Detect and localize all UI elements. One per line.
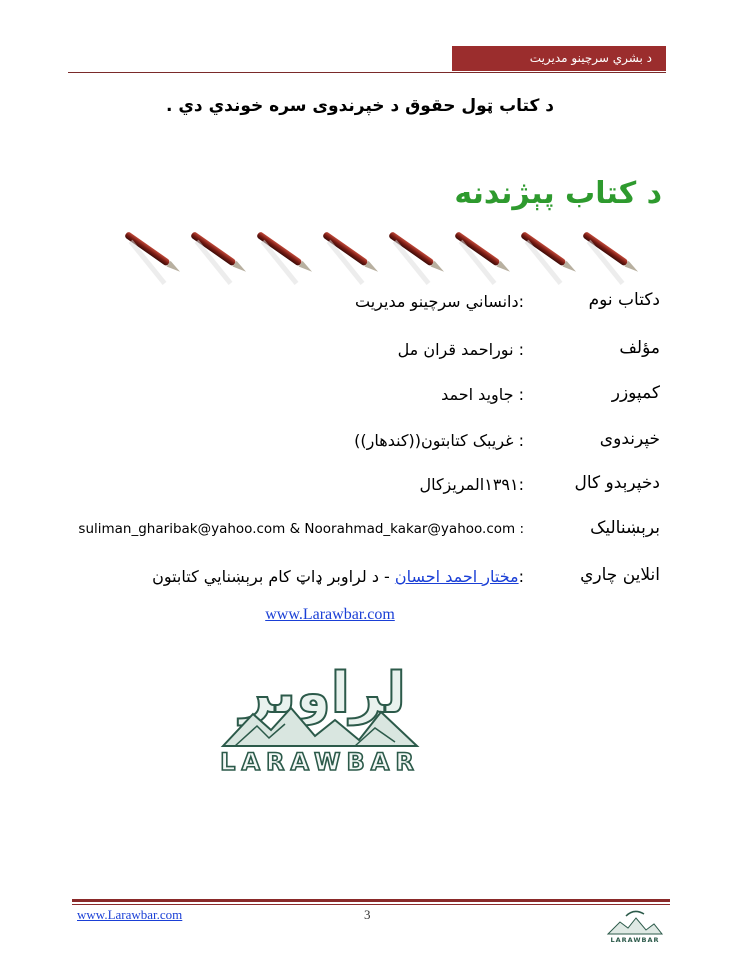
label-email: برېښناليک <box>590 518 660 538</box>
online-colon: : <box>518 567 524 586</box>
online-library-text: - د لراوبر ډاټ کام برېښنايي کتابتون <box>152 567 395 586</box>
pen-icon <box>379 231 446 285</box>
footer-rule-thin <box>72 904 670 905</box>
online-author-link[interactable]: مختار احمد احسان <box>394 567 519 586</box>
footer-logo <box>604 906 666 944</box>
pen-icon <box>181 231 248 285</box>
value-publisher: : غريبک کتابتون((کندهار)) <box>354 431 524 450</box>
label-book-name: دكتاب نوم <box>588 290 660 310</box>
logo-arabic: لراوبر <box>240 661 406 726</box>
footer-rule-thick <box>72 899 670 902</box>
header-rule <box>68 72 666 73</box>
pen-icon <box>511 231 578 285</box>
pens-decoration <box>120 225 640 285</box>
page-number: 3 <box>364 907 371 922</box>
value-publish-year: :۱۳۹۱المريزكال <box>419 475 524 494</box>
value-composer: : جاويد احمد <box>441 385 524 404</box>
value-author: : نوراحمد قران مل <box>397 340 524 359</box>
pen-icon <box>120 231 182 285</box>
footer-logo-text: LARAWBAR <box>610 936 660 944</box>
pen-icon <box>313 231 380 285</box>
value-online <box>54 567 524 586</box>
label-author: مؤلف <box>619 338 660 358</box>
book-section-title: د كتاب پېژندنه <box>454 176 662 211</box>
pen-icon <box>573 231 640 285</box>
pen-icon <box>247 231 314 285</box>
rights-notice: د كتاب ټول حقوق د خپرندوی سره خوندي دي . <box>165 96 555 116</box>
label-online: انلاين چاري <box>580 565 660 585</box>
label-publisher: خپرندوی <box>599 429 660 449</box>
larawbar-logo <box>205 650 435 778</box>
header-title: د بشري سرچينو مديريت <box>452 46 666 71</box>
logo-latin: LARAWBAR <box>220 748 420 776</box>
website-link[interactable]: www.Larawbar.com <box>265 606 395 623</box>
pen-icon <box>445 231 512 285</box>
value-email: suliman_gharibak@yahoo.com & Noorahmad_kakar@yahoo.com : <box>78 521 524 537</box>
value-book-name: :دانساني سرچينو مديريت <box>355 292 524 311</box>
footer-website-link[interactable]: www.Larawbar.com <box>77 907 183 922</box>
label-composer: كمپوزر <box>611 383 660 403</box>
label-publish-year: دخپرېدو كال <box>574 473 660 493</box>
